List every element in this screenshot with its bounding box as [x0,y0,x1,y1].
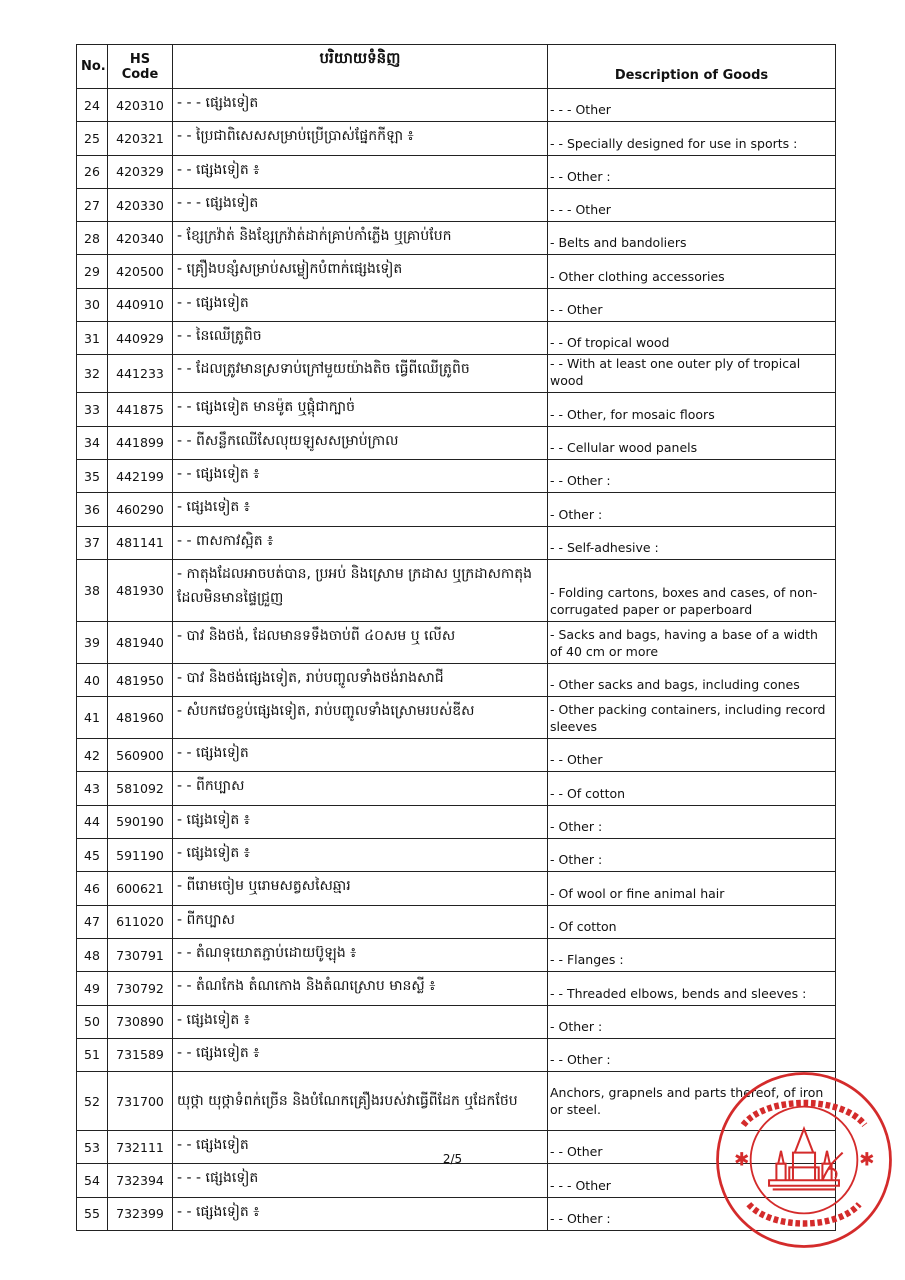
row-number: 48 [77,938,108,971]
goods-table-container [76,44,835,1231]
hs-code: 730792 [108,972,173,1005]
row-number: 38 [77,559,108,621]
hs-code: 732394 [108,1164,173,1197]
khmer-description: - - - ផ្សេងទៀត [173,1164,548,1197]
row-number: 24 [77,89,108,122]
english-description: - - Other : [548,1038,836,1071]
hs-code: 441875 [108,393,173,426]
english-description: - - - Other [548,1164,836,1197]
row-number: 44 [77,805,108,838]
english-description: - - Specially designed for use in sports : [548,122,836,155]
table-row [77,621,836,663]
table-row [77,155,836,188]
khmer-description: - ផ្សេងទៀត ៖ [173,839,548,872]
table-header-row [77,45,836,89]
khmer-description: - - ផ្សេងទៀត ៖ [173,155,548,188]
khmer-description: - ផ្សេងទៀត ៖ [173,805,548,838]
english-description: - - With at least one outer ply of tropical wood [548,355,836,393]
table-row [77,393,836,426]
english-description: - - Of cotton [548,772,836,805]
english-description: - Other : [548,839,836,872]
hs-code: 481960 [108,697,173,739]
hs-code: 732111 [108,1131,173,1164]
khmer-description: - - ផ្សេងទៀត [173,1131,548,1164]
row-number: 50 [77,1005,108,1038]
row-number: 42 [77,739,108,772]
row-number: 33 [77,393,108,426]
row-number: 30 [77,288,108,321]
official-seal-stamp [712,1068,896,1252]
row-number: 51 [77,1038,108,1071]
stamp-star-right-icon: ✱ [859,1149,875,1171]
english-description: - Other : [548,1005,836,1038]
hs-code: 441233 [108,355,173,393]
english-description: - - - Other [548,89,836,122]
hs-code: 732399 [108,1197,173,1230]
khmer-description: - ខ្សែក្រវ៉ាត់ និងខ្សែក្រវ៉ាត់ដាក់គ្រាប់កាំភ្លើង ឬគ្រាប់បែក [173,222,548,255]
table-row [77,89,836,122]
english-description: - Other sacks and bags, including cones [548,663,836,696]
table-row [77,972,836,1005]
english-description: - - Other : [548,1197,836,1230]
khmer-description: - គ្រឿងបន្សំសម្រាប់សម្លៀកបំពាក់ផ្សេងទៀត [173,255,548,288]
hs-code: 440910 [108,288,173,321]
hs-code: 730890 [108,1005,173,1038]
row-number: 34 [77,426,108,459]
english-description: - - Other [548,1131,836,1164]
english-description: - Of wool or fine animal hair [548,872,836,905]
table-row [77,559,836,621]
english-description: - Other : [548,493,836,526]
stamp-temple-icon [769,1129,839,1190]
khmer-description: - - នៃឈើត្រូពិច [173,322,548,355]
table-row [77,1005,836,1038]
table-row [77,663,836,696]
hs-code: 591190 [108,839,173,872]
table-row [77,322,836,355]
row-number: 25 [77,122,108,155]
row-number: 46 [77,872,108,905]
header-no: No. [77,45,108,89]
english-description: - - Threaded elbows, bends and sleeves : [548,972,836,1005]
table-row [77,739,836,772]
hs-code: 420330 [108,188,173,221]
hs-code: 730791 [108,938,173,971]
table-row [77,805,836,838]
english-description: - - Of tropical wood [548,322,836,355]
khmer-description: - - - ផ្សេងទៀត [173,89,548,122]
row-number: 39 [77,621,108,663]
hs-code: 420329 [108,155,173,188]
row-number: 54 [77,1164,108,1197]
khmer-description: - ពីរោមចៀម ឬរោមសត្វសសៃឆ្មារ [173,872,548,905]
english-description: Anchors, grapnels and parts thereof, of iron or steel. [548,1072,836,1131]
khmer-description: - - ផ្សេងទៀត [173,288,548,321]
stamp-inner-ring [751,1107,858,1214]
english-description: - Sacks and bags, having a base of a width of 40 cm or more [548,621,836,663]
hs-code: 481940 [108,621,173,663]
hs-code: 611020 [108,905,173,938]
header-khmer-description: បរិយាយទំនិញ [173,45,548,89]
table-row [77,526,836,559]
row-number: 37 [77,526,108,559]
row-number: 40 [77,663,108,696]
khmer-description: - - ពាសកាវស្អិត ៖ [173,526,548,559]
khmer-description: - - ដែលត្រូវមានស្រទាប់ក្រៅមួយយ៉ាងតិច ធ្វើពីឈើត្រូពិច [173,355,548,393]
english-description: - Folding cartons, boxes and cases, of non-corrugated paper or paperboard [548,559,836,621]
english-description: - - Flanges : [548,938,836,971]
english-description: - Of cotton [548,905,836,938]
khmer-description: - បាវ និងថង់ផ្សេងទៀត, រាប់បញ្ចូលទាំងថង់រាងសាជី [173,663,548,696]
khmer-description: - ផ្សេងទៀត ៖ [173,493,548,526]
english-description: - - Cellular wood panels [548,426,836,459]
khmer-description: - - - ផ្សេងទៀត [173,188,548,221]
khmer-description: - - ពីសន្លឹកឈើសែលុយឡូសសម្រាប់ក្រាល [173,426,548,459]
row-number: 31 [77,322,108,355]
hs-code: 420340 [108,222,173,255]
hs-code: 440929 [108,322,173,355]
table-row [77,222,836,255]
row-number: 45 [77,839,108,872]
khmer-description: - - ប្រៃជាពិសេសសម្រាប់ប្រើប្រាស់ផ្នែកកីឡា ៖ [173,122,548,155]
table-row [77,188,836,221]
english-description: - Other packing containers, including record sleeves [548,697,836,739]
hs-code: 581092 [108,772,173,805]
khmer-description: យុថ្កា យុថ្កាទំពក់ច្រើន និងបំណែកគ្រឿងរបស់វាធ្វើពីដែក ឬដែកថែប [173,1072,548,1131]
khmer-description: - - តំណទុយោតភ្ជាប់ដោយប៊ូឡុង ៖ [173,938,548,971]
khmer-description: - - ពីកប្បាស [173,772,548,805]
row-number: 27 [77,188,108,221]
row-number: 49 [77,972,108,1005]
hs-code: 442199 [108,459,173,492]
row-number: 47 [77,905,108,938]
english-description: - - Other : [548,459,836,492]
english-description: - - Other, for mosaic floors [548,393,836,426]
hs-code: 560900 [108,739,173,772]
english-description: - Other clothing accessories [548,255,836,288]
hs-code: 731589 [108,1038,173,1071]
row-number: 53 [77,1131,108,1164]
row-number: 52 [77,1072,108,1131]
english-description: - Other : [548,805,836,838]
hs-code: 420310 [108,89,173,122]
hs-code: 460290 [108,493,173,526]
table-row [77,493,836,526]
stamp-star-left-icon: ✱ [734,1149,750,1171]
row-number: 32 [77,355,108,393]
khmer-description: - - ផ្សេងទៀត ៖ [173,1197,548,1230]
khmer-description: - កាតុងដែលអាចបត់បាន, ប្រអប់ និងស្រោម ក្រដាស ឬក្រដាសកាតុងដែលមិនមានផ្ទៃជ្រួញ [173,559,548,621]
hs-code: 600621 [108,872,173,905]
hs-code: 481141 [108,526,173,559]
table-row [77,938,836,971]
table-row [77,288,836,321]
hs-code: 420500 [108,255,173,288]
english-description: - - Self-adhesive : [548,526,836,559]
table-row [77,122,836,155]
khmer-description: - - ផ្សេងទៀត ៖ [173,459,548,492]
hs-code: 590190 [108,805,173,838]
khmer-description: - - ផ្សេងទៀត មានម៉ូត ឬផ្តុំជាក្បាច់ [173,393,548,426]
row-number: 43 [77,772,108,805]
hs-code: 481950 [108,663,173,696]
table-row [77,697,836,739]
table-row [77,459,836,492]
khmer-description: - សំបកវេចខ្ចប់ផ្សេងទៀត, រាប់បញ្ចូលទាំងស្រោមរបស់ឌីស [173,697,548,739]
english-description: - - Other : [548,155,836,188]
english-description: - - Other [548,739,836,772]
hs-code: 420321 [108,122,173,155]
row-number: 36 [77,493,108,526]
page-number: 2/5 [442,1152,463,1166]
row-number: 26 [77,155,108,188]
hs-code: 441899 [108,426,173,459]
table-row [77,426,836,459]
table-row [77,355,836,393]
english-description: - Belts and bandoliers [548,222,836,255]
table-row [77,839,836,872]
table-row [77,905,836,938]
hs-code: 481930 [108,559,173,621]
hs-code: 731700 [108,1072,173,1131]
khmer-description: - ពីកប្បាស [173,905,548,938]
table-row [77,872,836,905]
row-number: 55 [77,1197,108,1230]
row-number: 29 [77,255,108,288]
header-description-of-goods: Description of Goods [548,45,836,89]
english-description: - - - Other [548,188,836,221]
khmer-description: - - ផ្សេងទៀត [173,739,548,772]
row-number: 28 [77,222,108,255]
table-row [77,255,836,288]
khmer-description: - ផ្សេងទៀត ៖ [173,1005,548,1038]
table-body [77,89,836,1231]
table-row [77,772,836,805]
goods-table [76,44,836,1231]
header-hs-code: HS Code [108,45,173,89]
row-number: 35 [77,459,108,492]
khmer-description: - - តំណកែង តំណកោង និងតំណស្រោប មានស្លី ៖ [173,972,548,1005]
english-description: - - Other [548,288,836,321]
row-number: 41 [77,697,108,739]
khmer-description: - - ផ្សេងទៀត ៖ [173,1038,548,1071]
khmer-description: - បាវ និងថង់, ដែលមានទទឹងចាប់ពី ៤០សម ឬ លើស [173,621,548,663]
table-row [77,1038,836,1071]
